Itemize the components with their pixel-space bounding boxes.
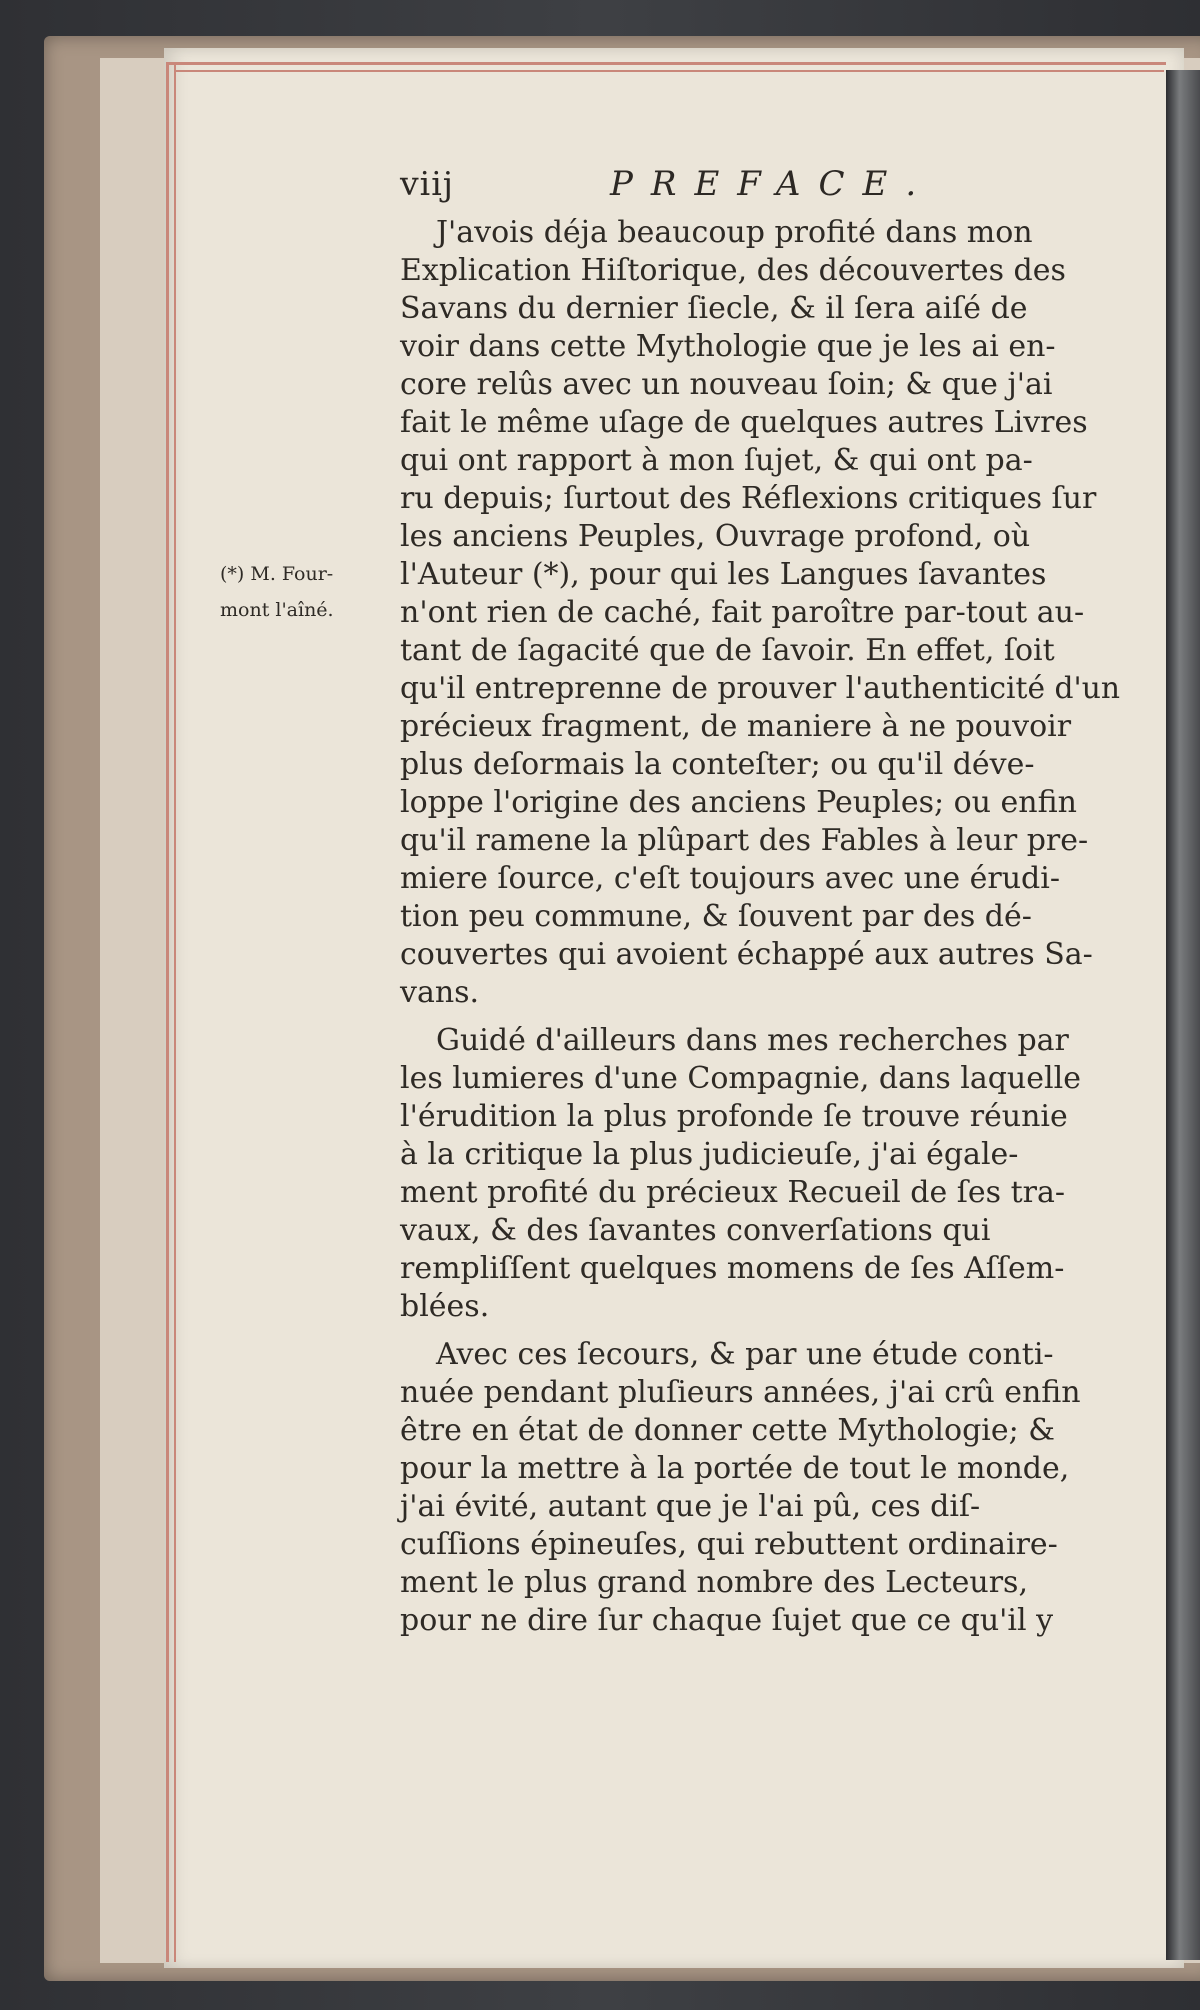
text-line: n'ont rien de caché, fait paroître par-tout au-: [400, 595, 1085, 630]
text-line: Explication Hiſtorique, des découvertes des: [400, 253, 1066, 288]
page-header: [400, 164, 1120, 212]
text-line: Guidé d'ailleurs dans mes recherches par: [436, 1023, 1069, 1058]
text-line: pour ne dire ſur chaque ſujet que ce qu'il y: [400, 1603, 1054, 1638]
text-line: les anciens Peuples, Ouvrage profond, où: [400, 519, 1031, 554]
text-line: ru depuis; ſurtout des Réflexions critiques ſur: [400, 481, 1097, 516]
text-line: l'érudition la plus profonde ſe trouve réunie: [400, 1099, 1068, 1134]
text-line: rempliſſent quelques momens de ſes Aſſem-: [400, 1251, 1065, 1286]
text-line: pour la mettre à la portée de tout le monde,: [400, 1451, 1070, 1486]
text-line: tion peu commune, & ſouvent par des dé-: [400, 899, 1032, 934]
text-line: core relûs avec un nouveau ſoin; & que j'ai: [400, 367, 1053, 402]
text-line: blées.: [400, 1289, 490, 1324]
text-line: vaux, & des ſavantes converſations qui: [400, 1213, 991, 1248]
ruled-border-left-inner: [174, 62, 176, 1962]
text-line: miere ſource, c'eſt toujours avec une érudi-: [400, 861, 1060, 896]
text-line: qui ont rapport à mon ſujet, & qui ont pa-: [400, 443, 1033, 478]
text-line: à la critique la plus judicieuſe, j'ai égale-: [400, 1137, 1019, 1172]
marginal-note-line-2: mont l'aîné.: [220, 599, 334, 621]
text-line: plus deſormais la conteſter; ou qu'il déve-: [400, 747, 1035, 782]
folio-number: viij: [400, 164, 454, 203]
text-line: loppe l'origine des anciens Peuples; ou enfin: [400, 785, 1077, 820]
text-line: qu'il entreprenne de prouver l'authenticité d'un: [400, 671, 1120, 706]
marginal-note-line-1: (*) M. Four-: [220, 563, 334, 585]
text-line: nuée pendant pluſieurs années, j'ai crû enfin: [400, 1375, 1081, 1410]
text-line: fait le même uſage de quelques autres Livres: [400, 405, 1088, 440]
text-line: l'Auteur (*), pour qui les Langues ſavantes: [400, 557, 1047, 592]
text-line: voir dans cette Mythologie que je les ai en-: [400, 329, 1056, 364]
text-line: les lumieres d'une Compagnie, dans laquelle: [400, 1061, 1081, 1096]
text-line: J'avois déja beaucoup profité dans mon: [436, 215, 1033, 250]
text-line: vans.: [400, 975, 480, 1010]
ruled-border-top: [166, 62, 1166, 65]
text-line: être en état de donner cette Mythologie; &: [400, 1413, 1055, 1448]
text-line: Avec ces ſecours, & par une étude conti-: [436, 1337, 1054, 1372]
text-line: cuſſions épineuſes, qui rebuttent ordinaire-: [400, 1527, 1058, 1562]
text-line: Savans du dernier ſiecle, & il ſera aiſé de: [400, 291, 1028, 326]
text-line: j'ai évité, autant que je l'ai pû, ces diſ-: [400, 1489, 981, 1524]
running-title: PREFACE.: [610, 164, 935, 204]
ruled-border-left: [166, 62, 169, 1962]
text-line: ment profité du précieux Recueil de ſes tra-: [400, 1175, 1066, 1210]
ruled-border-top-inner: [174, 70, 1164, 72]
text-line: couvertes qui avoient échappé aux autres Sa-: [400, 937, 1093, 972]
text-line: qu'il ramene la plûpart des Fables à leur pre-: [400, 823, 1089, 858]
text-line: tant de ſagacité que de ſavoir. En effet, ſoit: [400, 633, 1055, 668]
facing-page-gutter: [1166, 70, 1200, 1960]
text-line: précieux fragment, de maniere à ne pouvoir: [400, 709, 1072, 744]
text-line: ment le plus grand nombre des Lecteurs,: [400, 1565, 1028, 1600]
